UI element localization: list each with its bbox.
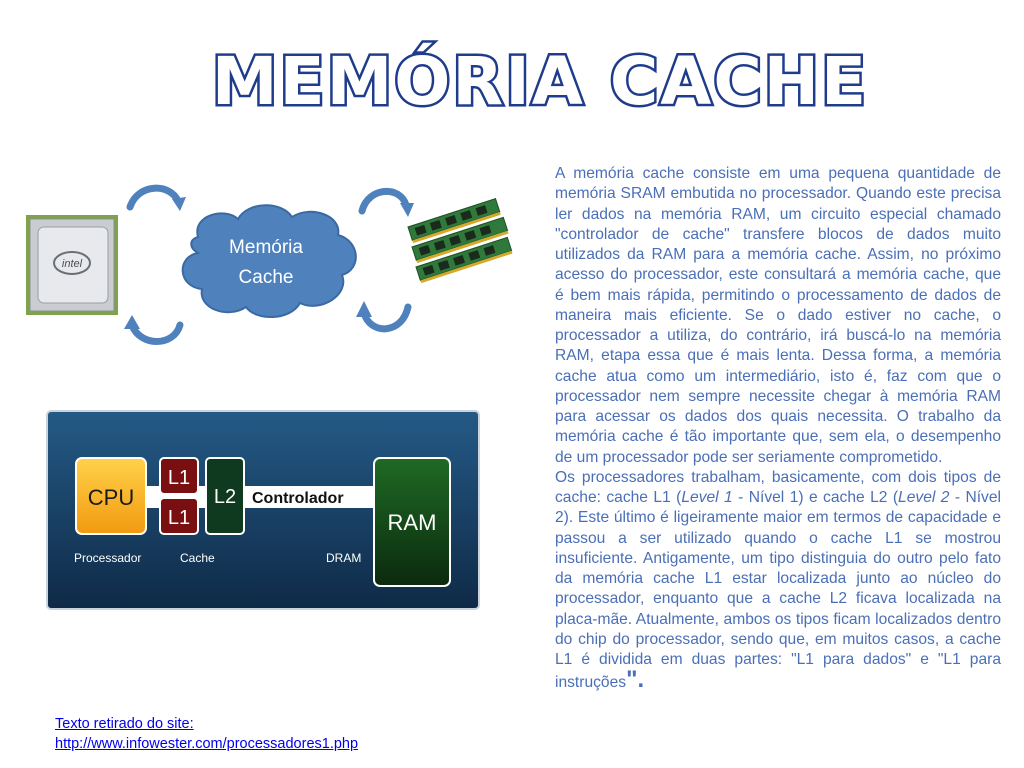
paragraph-2-part: - Nível 2). Este último é ligeiramente maior em termos de capacidade e passou a ser utilizado quando o cache L1 se mostrou insuficiente. Antigamente, um tipo distinguia do outro pelo fato da memória cache L1 estar localizada junto ao núcleo do processador, enquanto que a cache L2 ficava localizada na placa-mãe. Atualmente, ambos os tipos ficam localizados dentro do chip do processador, sendo que, em muitos casos, a cache L1 é dividida em duas partes: "L1 para dados" e "L1 para instruções — [555, 489, 1001, 692]
arrow-head-icon — [400, 203, 414, 217]
level-1-term: Level 1 — [681, 489, 733, 506]
cpu-block — [76, 458, 146, 534]
source-label-link[interactable]: Texto retirado do site: — [55, 716, 194, 732]
controller-label: Controlador — [252, 490, 344, 507]
intel-logo-text: intel — [61, 258, 83, 270]
article-text — [555, 164, 1001, 694]
l2-cache-block — [206, 458, 244, 534]
paragraph-2-part: - Nível 1) e cache L2 ( — [732, 489, 899, 506]
cpu-cache-ram-diagram — [46, 410, 480, 610]
arrow-head-icon — [172, 197, 186, 211]
cpu-chip-image — [26, 215, 118, 315]
cache-caption: Cache — [180, 551, 215, 565]
cache-flow-diagram — [20, 175, 520, 365]
arrow-curve-icon — [364, 307, 408, 329]
page-title: MEMÓRIA CACHE — [211, 43, 869, 120]
dram-caption: DRAM — [326, 551, 362, 565]
arrow-head-icon — [124, 315, 140, 329]
paragraph-1: A memória cache consiste em uma pequena quantidade de memória SRAM embutida no processador. Quando este precisa ler dados na memória RAM, um circuito especial chamado "controlador de cache" transfere blocos de dados muito utilizados da RAM para a memória cache. Assim, no próximo acesso do processador, este consultará a memória cache, que é bem mais rápida, permitindo o processamento de dados de maneira mais eficiente. Se o dado estiver no cache, o processador a utiliza, do contrário, irá buscá-lo na memória RAM, etapa essa que é mais lenta. Dessa forma, a memória cache atua como um intermediário, isto é, faz com que o processador nem sempre necessite chegar à memória RAM para acessar os dados dos quais necessita. O trabalho da memória cache é tão importante que, sem ela, o desempenho de um processador pode ser seriamente comprometido. — [555, 165, 1001, 466]
l1-label: L1 — [167, 507, 191, 529]
level-2-term: Level 2 — [898, 489, 950, 506]
ram-sticks-image — [408, 199, 513, 284]
l2-label: L2 — [213, 486, 237, 508]
l1-label: L1 — [167, 467, 191, 489]
source-url-link[interactable]: http://www.infowester.com/processadores1.php — [55, 736, 359, 752]
arrow-curve-icon — [362, 191, 406, 211]
arrow-head-icon — [356, 301, 372, 317]
arrow-curve-icon — [130, 188, 178, 207]
ram-block — [374, 458, 450, 586]
arrow-curve-icon — [132, 325, 180, 342]
cpu-label: CPU — [87, 485, 135, 510]
paragraph-2-end: ". — [626, 666, 645, 694]
cloud-label-line2: Cache — [238, 267, 294, 288]
memory-cache-cloud — [183, 205, 356, 317]
processor-caption: Processador — [74, 551, 142, 565]
ram-label: RAM — [387, 510, 437, 535]
paragraph-2 — [555, 468, 1001, 694]
source-credit — [55, 714, 358, 754]
cloud-label-line1: Memória — [229, 237, 303, 258]
paragraph-2-part: Os processadores trabalham, basicamente, com dois tipos de cache: cache L1 ( — [555, 468, 1001, 506]
